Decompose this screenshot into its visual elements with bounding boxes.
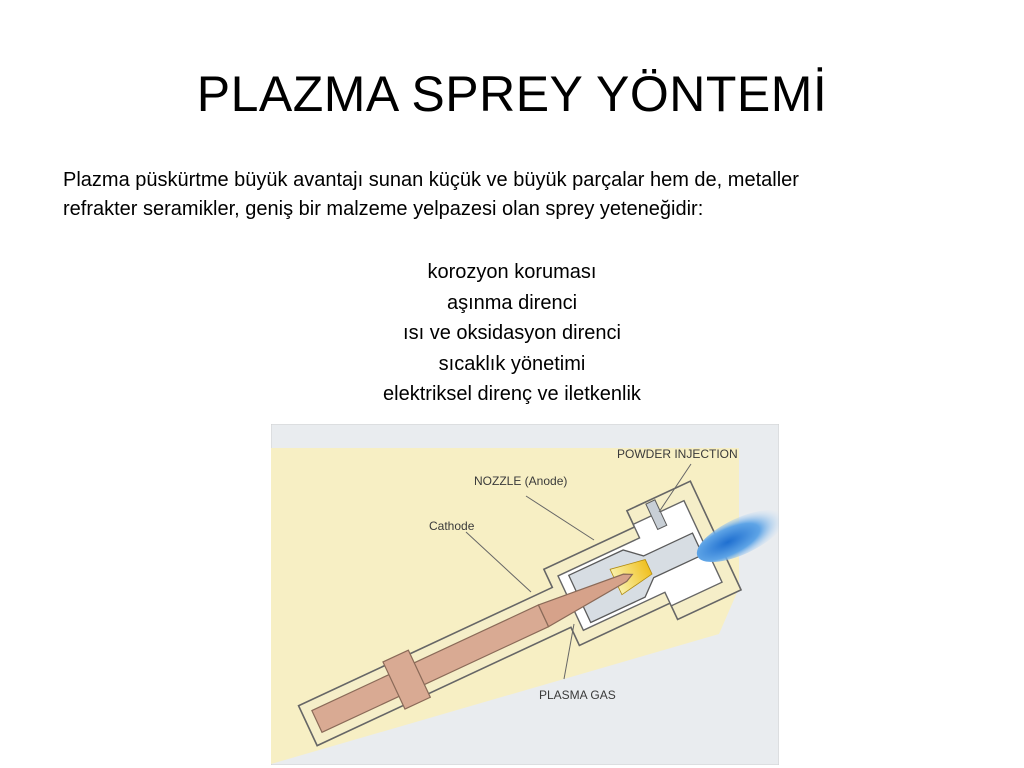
property-item: ısı ve oksidasyon direnci (403, 322, 621, 344)
intro-line: Plazma püskürtme büyük avantajı sunan küçük ve büyük parçalar hem de, metaller (63, 169, 799, 191)
property-item: aşınma direnci (446, 291, 578, 314)
intro-paragraph (63, 166, 963, 224)
property-item: sıcaklık yönetimi (438, 352, 586, 375)
property-list (262, 257, 762, 410)
label-nozzle: NOZZLE (Anode) (474, 474, 568, 488)
plasma-gun-illustration (271, 424, 779, 765)
property-item: elektriksel direnç ve iletkenlik (383, 383, 641, 405)
property-item: korozyon koruması (427, 261, 597, 283)
plasma-gun-diagram (271, 424, 779, 765)
label-cathode: Cathode (429, 519, 475, 533)
label-plasma-gas: PLASMA GAS (539, 688, 616, 702)
intro-line: refrakter seramikler, geniş bir malzeme yelpazesi olan sprey yeteneğidir: (63, 198, 704, 220)
label-powder-injection: POWDER INJECTION (617, 447, 738, 461)
slide-title: PLAZMA SPREY YÖNTEMİ (196, 66, 828, 122)
